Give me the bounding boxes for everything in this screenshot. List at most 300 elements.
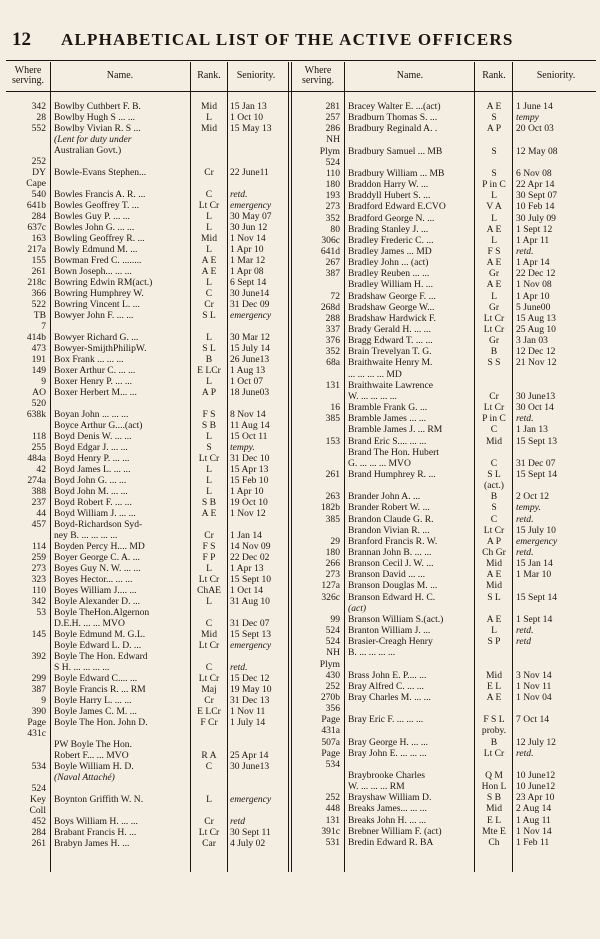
where-serving: AO xyxy=(32,387,46,398)
officer-name: Boyd-Richardson Syd- xyxy=(54,519,143,530)
where-serving: 114 xyxy=(31,541,46,552)
rank: Maj xyxy=(201,684,217,695)
where-serving: 28 xyxy=(36,112,46,123)
where-serving: TB xyxy=(33,310,46,321)
officer-row xyxy=(0,123,600,134)
officer-name: Bray Charles M. ... ... xyxy=(348,691,431,703)
officer-row xyxy=(0,458,600,469)
seniority: 10 June12 xyxy=(516,781,556,793)
officer-row xyxy=(0,714,600,725)
rank: F P xyxy=(202,552,216,563)
seniority: retd. xyxy=(516,625,534,637)
officer-name: Boyle Edmund M. G.L. xyxy=(54,629,146,640)
seniority: 15 Oct 11 xyxy=(230,431,268,442)
rank: L xyxy=(206,431,212,442)
right-column-headers xyxy=(0,62,600,90)
where-serving: 252 xyxy=(325,680,340,692)
rank: Lt Cr xyxy=(483,747,505,759)
rank: Gr xyxy=(488,301,500,313)
officer-row xyxy=(0,291,600,302)
seniority: 30 Oct 14 xyxy=(516,402,554,414)
where-serving: 261 xyxy=(325,468,340,480)
where-serving: 637c xyxy=(27,222,46,233)
rank-header: Rank. xyxy=(482,70,506,81)
where-serving: 273 xyxy=(325,569,340,581)
seniority: 22 Dec 02 xyxy=(230,552,270,563)
where-serving: 29 xyxy=(330,535,340,547)
officer-name: PW Boyle The Hon. xyxy=(54,739,132,750)
officer-name: Boyle Edward C.... ... xyxy=(54,673,138,684)
where-serving: 284 xyxy=(31,211,46,222)
where-serving: 80 xyxy=(330,223,340,235)
officer-name: Bradley William H. ... xyxy=(348,279,433,291)
where-serving: 259 xyxy=(31,552,46,563)
where-serving: 385 xyxy=(325,413,340,425)
rank: L xyxy=(491,212,497,224)
rank: S xyxy=(491,502,497,514)
officer-name: Bowles Guy P. ... ... xyxy=(54,211,130,222)
rank: Mid xyxy=(486,435,502,447)
officer-name: Boyes Hector... ... ... xyxy=(54,574,133,585)
officer-row xyxy=(0,369,600,380)
where-serving: NH xyxy=(326,647,340,659)
where-serving: 299 xyxy=(31,673,46,684)
rank: Mid xyxy=(486,558,502,570)
officer-name: Bowlby Cuthbert F. B. xyxy=(54,101,141,112)
officer-name: Bowyer Richard G. ... xyxy=(54,332,139,343)
seniority: retd. xyxy=(230,662,248,673)
seniority: 2 Aug 14 xyxy=(516,803,552,815)
officer-name: Braddyll Hubert S. ... xyxy=(348,190,431,202)
rank: Q M xyxy=(485,770,503,781)
rank: Cr xyxy=(204,299,214,310)
where-serving: 273 xyxy=(325,201,340,213)
seniority: 1 Aug 11 xyxy=(516,814,551,826)
officer-name: W. ... ... ... ... xyxy=(348,390,397,402)
where-serving: 286 xyxy=(325,123,340,135)
officer-row xyxy=(0,380,600,391)
seniority: 1 Nov 14 xyxy=(516,825,552,837)
officer-name: Braddon Harry W. ... xyxy=(348,179,429,191)
officer-name: Bowling Geoffrey R. ... xyxy=(54,233,145,244)
rank: C xyxy=(490,457,498,469)
where-serving: 390 xyxy=(31,706,46,717)
where-serving: 252 xyxy=(31,156,46,167)
officer-name: (Naval Attaché) xyxy=(54,772,115,783)
seniority: 1 Apr 14 xyxy=(516,257,550,269)
seniority: 15 Sept 13 xyxy=(230,629,272,640)
officer-name: Brand Eric S.... ... ... xyxy=(348,435,427,447)
officer-row xyxy=(0,168,600,179)
rank: Mid xyxy=(486,803,502,815)
where-serving: 430 xyxy=(325,669,340,681)
where-serving: 352 xyxy=(325,346,340,358)
officer-row xyxy=(0,335,600,346)
officer-row xyxy=(0,469,600,480)
where-serving: 284 xyxy=(31,827,46,838)
officer-row xyxy=(0,268,600,279)
officer-name: Boyle James C. M. ... xyxy=(54,706,137,717)
where-serving: 153 xyxy=(325,435,340,447)
rank: L xyxy=(206,464,212,475)
where-serving: 217a xyxy=(27,244,46,255)
officer-name: Bowly Edmund M. ... xyxy=(54,244,138,255)
rank: L xyxy=(206,112,212,123)
rank: Cr xyxy=(204,167,214,178)
rank: A E xyxy=(486,101,502,112)
officer-name: Bradbury Samuel ... MB xyxy=(348,145,443,157)
officer-name: Boyle William H. D. xyxy=(54,761,134,772)
seniority: 15 Sept 13 xyxy=(516,435,558,447)
where-serving: 448 xyxy=(325,803,340,815)
officer-name: Bowle-Evans Stephen... xyxy=(54,167,147,178)
seniority: 30 Mar 12 xyxy=(230,332,270,343)
officer-row xyxy=(0,647,600,658)
rank: S xyxy=(491,167,497,179)
rank: Hon L xyxy=(481,781,507,793)
officer-name: Bradford George N. ... xyxy=(348,212,435,224)
where-serving: 263 xyxy=(325,491,340,503)
officer-name: Brandon Claude G. R. xyxy=(348,513,434,525)
seniority: 15 Jan 14 xyxy=(516,558,553,570)
seniority: retd. xyxy=(516,245,534,257)
officer-row xyxy=(0,525,600,536)
seniority: 1 Feb 11 xyxy=(516,836,550,848)
where-serving: 342 xyxy=(31,596,46,607)
seniority: 1 Mar 12 xyxy=(230,255,266,266)
seniority: 15 Feb 10 xyxy=(230,475,269,486)
officer-name: D.E.H. ... ... MVO xyxy=(54,618,125,629)
rank: L xyxy=(206,486,212,497)
officer-name: Boys William H. ... ... xyxy=(54,816,138,827)
seniority: 1 Nov 04 xyxy=(516,691,552,703)
seniority: 1 Oct 14 xyxy=(230,585,264,596)
officer-name: Boyce Arthur G....(act) xyxy=(54,420,143,431)
where-serving: 193 xyxy=(325,190,340,202)
where-serving-header: Where serving. xyxy=(12,65,44,86)
where-serving: 306c xyxy=(321,234,340,246)
officer-name: Bradbury William ... MB xyxy=(348,167,445,179)
rank: A E xyxy=(486,223,502,235)
rank: L xyxy=(206,211,212,222)
seniority: 15 Dec 12 xyxy=(230,673,270,684)
where-serving: 7 xyxy=(41,321,46,332)
where-serving: Plym xyxy=(319,658,340,670)
officer-row xyxy=(0,324,600,335)
officer-row xyxy=(0,603,600,614)
officer-name: Breaks John H. ... ... xyxy=(348,814,427,826)
where-serving: Coll xyxy=(29,805,46,816)
seniority: 1 Apr 11 xyxy=(516,234,550,246)
officer-name: Bowman Fred C. ........ xyxy=(54,255,142,266)
officer-row xyxy=(0,146,600,157)
where-serving: Page xyxy=(321,747,340,759)
where-serving: 540 xyxy=(31,189,46,200)
seniority: 6 Nov 08 xyxy=(516,167,552,179)
officer-row xyxy=(0,436,600,447)
rank: S S xyxy=(487,357,501,369)
rank: C xyxy=(205,618,213,629)
officer-name: Brain Trevelyan T. G. xyxy=(348,346,432,358)
seniority: 12 Dec 12 xyxy=(516,346,556,358)
officer-row xyxy=(0,692,600,703)
where-serving: 534 xyxy=(325,758,340,770)
rank: B xyxy=(490,491,498,503)
rank: B xyxy=(490,346,498,358)
where-serving: 524 xyxy=(31,783,46,794)
seniority: 1 Nov 12 xyxy=(230,508,266,519)
officer-name: Bown Joseph... ... ... xyxy=(54,266,132,277)
seniority: 15 Sept 14 xyxy=(516,468,558,480)
officer-name: Boyer George C. A. ... xyxy=(54,552,140,563)
seniority: 14 Nov 09 xyxy=(230,541,271,552)
rank: A P xyxy=(201,387,217,398)
seniority: 30 June13 xyxy=(230,761,270,772)
where-serving: 237 xyxy=(31,497,46,508)
officer-name: Bramble James J. ... RM xyxy=(348,424,443,436)
officer-name: Robert F... ... MVO xyxy=(54,750,129,761)
officer-name: ... ... ... ... MD xyxy=(348,368,402,380)
seniority: 1 Jan 14 xyxy=(230,530,262,541)
officer-row xyxy=(0,257,600,268)
where-serving: 180 xyxy=(325,179,340,191)
officer-name: Boyes William J.... ... xyxy=(54,585,137,596)
rank: C xyxy=(205,662,213,673)
rank: S B xyxy=(201,497,217,508)
officer-name: (act) xyxy=(348,602,367,614)
where-serving: 376 xyxy=(325,335,340,347)
seniority: 1 Sept 12 xyxy=(516,223,553,235)
rank: (act.) xyxy=(484,480,504,492)
rank: S B xyxy=(486,792,502,804)
officer-name: Box Frank ... ... ... xyxy=(54,354,124,365)
where-serving: 323 xyxy=(31,574,46,585)
where-serving: 261 xyxy=(31,838,46,849)
where-serving: 431a xyxy=(321,725,340,737)
where-serving: 72 xyxy=(330,290,340,302)
where-serving: 552 xyxy=(31,123,46,134)
where-serving: 352 xyxy=(325,212,340,224)
rank: A E xyxy=(201,508,217,519)
rank: Mid xyxy=(201,123,217,134)
rank: A E xyxy=(201,255,217,266)
where-serving: 99 xyxy=(330,613,340,625)
rank: S L xyxy=(202,310,216,321)
where-serving: 257 xyxy=(325,112,340,124)
seniority: 3 Jan 03 xyxy=(516,335,548,347)
officer-name: Brayshaw William D. xyxy=(348,792,432,804)
rank: P in C xyxy=(482,179,506,191)
officer-row xyxy=(0,157,600,168)
seniority: 12 July 12 xyxy=(516,736,556,748)
rank: Lt Cr xyxy=(198,574,220,585)
where-serving: 273 xyxy=(31,563,46,574)
rank: E L xyxy=(486,680,502,692)
officer-name: Branson David ... ... xyxy=(348,569,426,581)
officer-name: Brand Humphrey R. ... xyxy=(348,468,436,480)
rank: E LCr xyxy=(197,365,221,376)
seniority: 1 July 14 xyxy=(230,717,266,728)
where-serving: 163 xyxy=(31,233,46,244)
seniority: 1 Mar 10 xyxy=(516,569,552,581)
seniority: 8 Nov 14 xyxy=(230,409,266,420)
rank: Mid xyxy=(486,669,502,681)
where-serving: 44 xyxy=(36,508,46,519)
seniority: tempy xyxy=(516,112,539,124)
rank: C xyxy=(490,513,498,525)
officer-name: Branson Douglas M. ... xyxy=(348,580,438,592)
rank: C xyxy=(205,288,213,299)
officer-row xyxy=(0,792,600,803)
rank: L xyxy=(491,625,497,637)
seniority: emergency xyxy=(516,535,558,547)
seniority: 6 Sept 14 xyxy=(230,277,267,288)
rank: R A xyxy=(201,750,217,761)
where-serving: 9 xyxy=(41,695,46,706)
rank: L xyxy=(491,190,497,202)
rank: S xyxy=(206,442,212,453)
officer-name: Bowring Humphrey W. xyxy=(54,288,144,299)
officer-name: Brading Stanley J. ... xyxy=(348,223,429,235)
seniority: 1 Apr 13 xyxy=(230,563,264,574)
where-serving: Page xyxy=(321,714,340,726)
where-serving: 337 xyxy=(325,324,340,335)
rank: F S xyxy=(202,541,216,552)
where-serving: 110 xyxy=(325,167,340,179)
where-serving: 127a xyxy=(321,580,340,592)
seniority: 15 Aug 13 xyxy=(516,312,556,324)
where-serving: 180 xyxy=(325,547,340,558)
where-serving: 274a xyxy=(27,475,46,486)
rank: Lt Cr xyxy=(483,312,505,324)
where-serving: 388 xyxy=(31,486,46,497)
seniority: retd. xyxy=(516,413,534,425)
rank: A P xyxy=(486,535,502,547)
where-serving: 131 xyxy=(325,814,340,826)
where-serving: 641b xyxy=(26,200,46,211)
officer-row xyxy=(0,391,600,402)
seniority: 30 June13 xyxy=(516,390,556,402)
seniority: 1 Nov 08 xyxy=(516,279,552,291)
seniority: 22 June11 xyxy=(230,167,269,178)
officer-row xyxy=(0,703,600,714)
officer-name: Bradbury Reginald A. . xyxy=(348,123,438,135)
rank: F S L xyxy=(483,714,505,726)
where-serving: 155 xyxy=(31,255,46,266)
seniority: 10 Feb 14 xyxy=(516,201,555,213)
rank: Cr xyxy=(204,816,214,827)
rank: Lt Cr xyxy=(198,827,220,838)
officer-name: Braithwaite Henry M. xyxy=(348,357,433,369)
officer-name: (Lent for duty under xyxy=(54,134,132,145)
where-serving: 452 xyxy=(31,816,46,827)
rank: L xyxy=(206,563,212,574)
seniority-header: Seniority. xyxy=(536,70,576,81)
rank: C xyxy=(490,424,498,436)
seniority: 2 Oct 12 xyxy=(516,491,550,503)
seniority: 15 July 14 xyxy=(230,343,270,354)
rank: Lt Cr xyxy=(198,453,220,464)
officer-row xyxy=(0,614,600,625)
where-serving: 149 xyxy=(31,365,46,376)
where-serving: 457 xyxy=(31,519,46,530)
seniority: retd xyxy=(516,636,532,648)
seniority: 1 Jan 13 xyxy=(516,424,548,436)
where-serving: Cape xyxy=(26,178,46,189)
officer-row xyxy=(0,826,600,837)
officer-name: Brabant Francis H. ... xyxy=(54,827,137,838)
officer-name: Boyd James L. ... ... xyxy=(54,464,131,475)
officer-row xyxy=(0,569,600,580)
where-serving: 531 xyxy=(325,836,340,848)
officer-name: Bredin Edward R. BA xyxy=(348,836,434,848)
where-serving: 356 xyxy=(325,703,340,715)
seniority: retd. xyxy=(516,747,534,759)
officer-name: Boyle TheHon.Algernon xyxy=(54,607,150,618)
seniority: 1 Apr 10 xyxy=(230,486,264,497)
rank: Mid xyxy=(201,101,217,112)
officer-name: Boyd Edgar J. ... ... xyxy=(54,442,128,453)
seniority: 5 June00 xyxy=(516,301,551,313)
officer-name: W. ... ... ... RM xyxy=(348,781,405,793)
seniority: retd xyxy=(230,816,246,827)
top-rule xyxy=(6,60,596,61)
where-serving: 431c xyxy=(27,728,46,739)
seniority: 1 Nov 11 xyxy=(516,680,552,692)
seniority: 31 Dec 13 xyxy=(230,695,270,706)
where-serving: 145 xyxy=(31,629,46,640)
seniority: 15 Apr 13 xyxy=(230,464,269,475)
officer-row xyxy=(0,681,600,692)
seniority: 22 Apr 14 xyxy=(516,179,555,191)
rank: Lt Cr xyxy=(198,640,220,651)
officer-name: Brander John A. ... xyxy=(348,491,421,503)
seniority: retd. xyxy=(230,189,248,200)
seniority: 10 June12 xyxy=(516,770,556,781)
officer-name: Boyle Harry L. ... ... xyxy=(54,695,132,706)
officer-row xyxy=(0,491,600,502)
seniority: 31 Aug 10 xyxy=(230,596,270,607)
where-serving: Page xyxy=(27,717,46,728)
where-serving: 524 xyxy=(325,636,340,648)
where-serving: 42 xyxy=(36,464,46,475)
where-serving: 414b xyxy=(26,332,46,343)
seniority: emergency xyxy=(230,200,272,211)
officer-name: Boxer Arthur C. ... ... xyxy=(54,365,136,376)
officer-name: Brady Gerald H. ... ... xyxy=(348,324,431,335)
rank: Lt Cr xyxy=(198,200,220,211)
officer-name: Brander Robert W. ... xyxy=(348,502,430,514)
seniority: emergency xyxy=(230,640,272,651)
officer-name: Bowlby Hugh S ... ... xyxy=(54,112,136,123)
header-rule xyxy=(6,91,596,92)
where-serving: Plym xyxy=(319,145,340,157)
where-serving: 268d xyxy=(320,301,340,313)
officer-row xyxy=(0,424,600,435)
officer-name: Bradley Reuben ... ... xyxy=(348,268,430,280)
seniority: 23 Apr 10 xyxy=(516,792,555,804)
officer-name: Bowles John G. ... ... xyxy=(54,222,135,233)
seniority: 30 June14 xyxy=(230,288,270,299)
officer-name: Braithwaite Lawrence xyxy=(348,379,433,391)
officer-row xyxy=(0,112,600,123)
rank: Cr xyxy=(489,390,499,402)
officer-name: Branson William S.(act.) xyxy=(348,613,444,625)
where-serving: 191 xyxy=(31,354,46,365)
officer-name: Boyan John ... ... ... xyxy=(54,409,129,420)
rank: S xyxy=(491,145,497,157)
seniority: 1 Oct 07 xyxy=(230,376,264,387)
